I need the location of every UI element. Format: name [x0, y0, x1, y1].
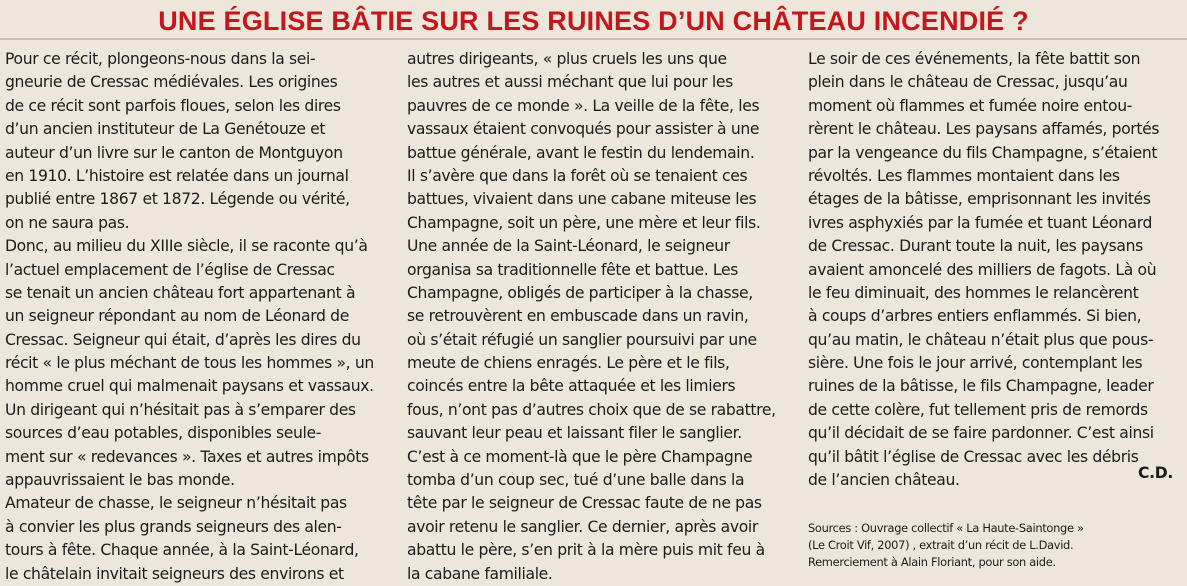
- column-line: tours à fête. Chaque année, à la Saint-Léonard,: [5, 541, 359, 560]
- column-line: battue générale, avant le festin du lendemain.: [407, 143, 755, 162]
- column-line: Le soir de ces événements, la fête battit son: [808, 50, 1141, 68]
- column-line: abattu le père, s’en prit à la mère puis mit feu à: [407, 541, 765, 560]
- column-line: le feu diminuait, des hommes le relancèrent: [808, 283, 1139, 302]
- sources-line: Sources : Ouvrage collectif « La Haute-Saintonge »: [808, 521, 1084, 535]
- column-line: où s’était réfugié un sanglier poursuivi par une: [407, 330, 757, 349]
- column-line: appauvrissaient le bas monde.: [5, 471, 235, 490]
- column-line: fous, n’ont pas d’autres choix que de se rabattre,: [407, 400, 776, 419]
- column-line: sources d’eau potables, disponibles seule-: [5, 424, 322, 443]
- column-line: tomba d’un coup sec, tué d’une balle dans la: [407, 471, 745, 490]
- column-line: Champagne, obligés de participer à la chasse,: [407, 283, 753, 302]
- column-line: à convier les plus grands seigneurs des alen-: [5, 517, 342, 536]
- column-line: révoltés. Les flammes montaient dans les: [808, 166, 1120, 185]
- column-line: plein dans le château de Cressac, jusqu’au: [808, 73, 1128, 92]
- column-line: Champagne, soit un père, une mère et leur fils.: [407, 213, 761, 232]
- column-line: qu’il bâtit l’église de Cressac avec les débris: [808, 447, 1139, 466]
- column-line: un seigneur répondant au nom de Léonard de: [5, 307, 349, 326]
- column-line: vassaux étaient convoqués pour assister à une: [407, 120, 760, 139]
- column-line: pauvres de ce monde ». La veille de la fête, les: [407, 96, 760, 115]
- column-line: Amateur de chasse, le seigneur n’hésitait pas: [5, 494, 347, 513]
- column-line: ruines de la bâtisse, le fils Champagne, leader: [808, 377, 1154, 396]
- column-line: se tenait un ancien château fort appartenant à: [5, 283, 356, 302]
- column-line: le châtelain invitait seigneurs des environs et: [5, 564, 344, 583]
- column-line: la cabane familiale.: [407, 564, 553, 583]
- sources-line: (Le Croit Vif, 2007) , extrait d’un récit de L.David.: [808, 538, 1074, 552]
- column-line: meute de chiens enragés. Le père et le fils,: [407, 354, 730, 373]
- column-line: sauvant leur peau et laissant filer le sanglier.: [407, 424, 742, 443]
- column-line: on ne saura pas.: [5, 213, 130, 232]
- column-line: rèrent le château. Les paysans affamés, portés: [808, 120, 1160, 139]
- column-line: se retrouvèrent en embuscade dans un ravin,: [407, 307, 749, 326]
- column-line: de cette colère, fut tellement pris de remords: [808, 400, 1148, 419]
- column-line: l’actuel emplacement de l’église de Cressac: [5, 260, 335, 279]
- column-line: avoir retenu le sanglier. Ce dernier, après avoir: [407, 517, 758, 536]
- column-line: Donc, au milieu du XIIIe siècle, il se raconte qu’à: [5, 237, 368, 256]
- column-line: coincés entre la bête attaquée et les limiers: [407, 377, 736, 396]
- column-line: gneurie de Cressac médiévales. Les origines: [5, 73, 338, 92]
- column-line: publié entre 1867 et 1872. Légende ou vérité,: [5, 190, 350, 209]
- column-line: auteur d’un livre sur le canton de Montguyon: [5, 143, 343, 162]
- column-line: Il s’avère que dans la forêt où se tenaient ces: [407, 166, 748, 185]
- column-line: sière. Une fois le jour arrivé, contemplant les: [808, 354, 1143, 373]
- column-line: de Cressac. Durant toute la nuit, les paysans: [808, 237, 1143, 256]
- column-line: récit « le plus méchant de tous les hommes », un: [5, 354, 374, 373]
- column-line: en 1910. L’histoire est relatée dans un journal: [5, 166, 349, 185]
- column-line: organisa sa traditionnelle fête et battue. Les: [407, 260, 739, 279]
- column-line: homme cruel qui malmenait paysans et vassaux.: [5, 377, 374, 396]
- column-line: battues, vivaient dans une cabane miteuse les: [407, 190, 757, 209]
- column-line: ivres asphyxiés par la fumée et tuant Léonard: [808, 213, 1153, 232]
- headline: UNE ÉGLISE BÂTIE SUR LES RUINES D’UN CHÂTEAU INCENDIÉ ?: [158, 6, 1029, 36]
- column-line: autres dirigeants, « plus cruels les uns que: [407, 50, 727, 68]
- column-line: de l’ancien château.: [808, 471, 960, 490]
- column-line: de ce récit sont parfois floues, selon les dires: [5, 96, 341, 115]
- column-line: Pour ce récit, plongeons-nous dans la sei-: [5, 50, 316, 68]
- column-line: par la vengeance du fils Champagne, s’étaient: [808, 143, 1158, 162]
- column-line: Une année de la Saint-Léonard, le seigneur: [407, 237, 730, 256]
- column-line: tête par le seigneur de Cressac faute de ne pas: [407, 494, 762, 513]
- column-1: [5, 48, 385, 586]
- sources-line: Remerciement à Alain Floriant, pour son aide.: [808, 555, 1056, 569]
- sources-note: [808, 520, 1184, 571]
- column-line: qu’au matin, le château n’était plus que pous-: [808, 330, 1154, 349]
- author-signature: C.D.: [1138, 464, 1174, 482]
- column-line: d’un ancien instituteur de La Genétouze et: [5, 120, 326, 139]
- column-line: à coups d’arbres entiers enflammés. Si bien,: [808, 307, 1142, 326]
- column-line: étages de la bâtisse, emprisonnant les invités: [808, 190, 1151, 209]
- column-line: ment sur « redevances ». Taxes et autres impôts: [5, 447, 369, 466]
- column-line: Cressac. Seigneur qui était, d’après les dires du: [5, 330, 361, 349]
- column-line: C’est à ce moment-là que le père Champagne: [407, 447, 753, 466]
- column-line: avaient amoncelé des milliers de fagots. Là où: [808, 260, 1157, 279]
- column-2: [407, 48, 787, 586]
- column-line: Un dirigeant qui n’hésitait pas à s’emparer des: [5, 400, 356, 419]
- column-3: [808, 48, 1184, 492]
- column-line: qu’il décidait de se faire pardonner. C’est ainsi: [808, 424, 1154, 443]
- column-line: les autres et aussi méchant que lui pour les: [407, 73, 733, 92]
- column-line: moment où flammes et fumée noire entou-: [808, 96, 1133, 115]
- headline-rule: [0, 38, 1187, 40]
